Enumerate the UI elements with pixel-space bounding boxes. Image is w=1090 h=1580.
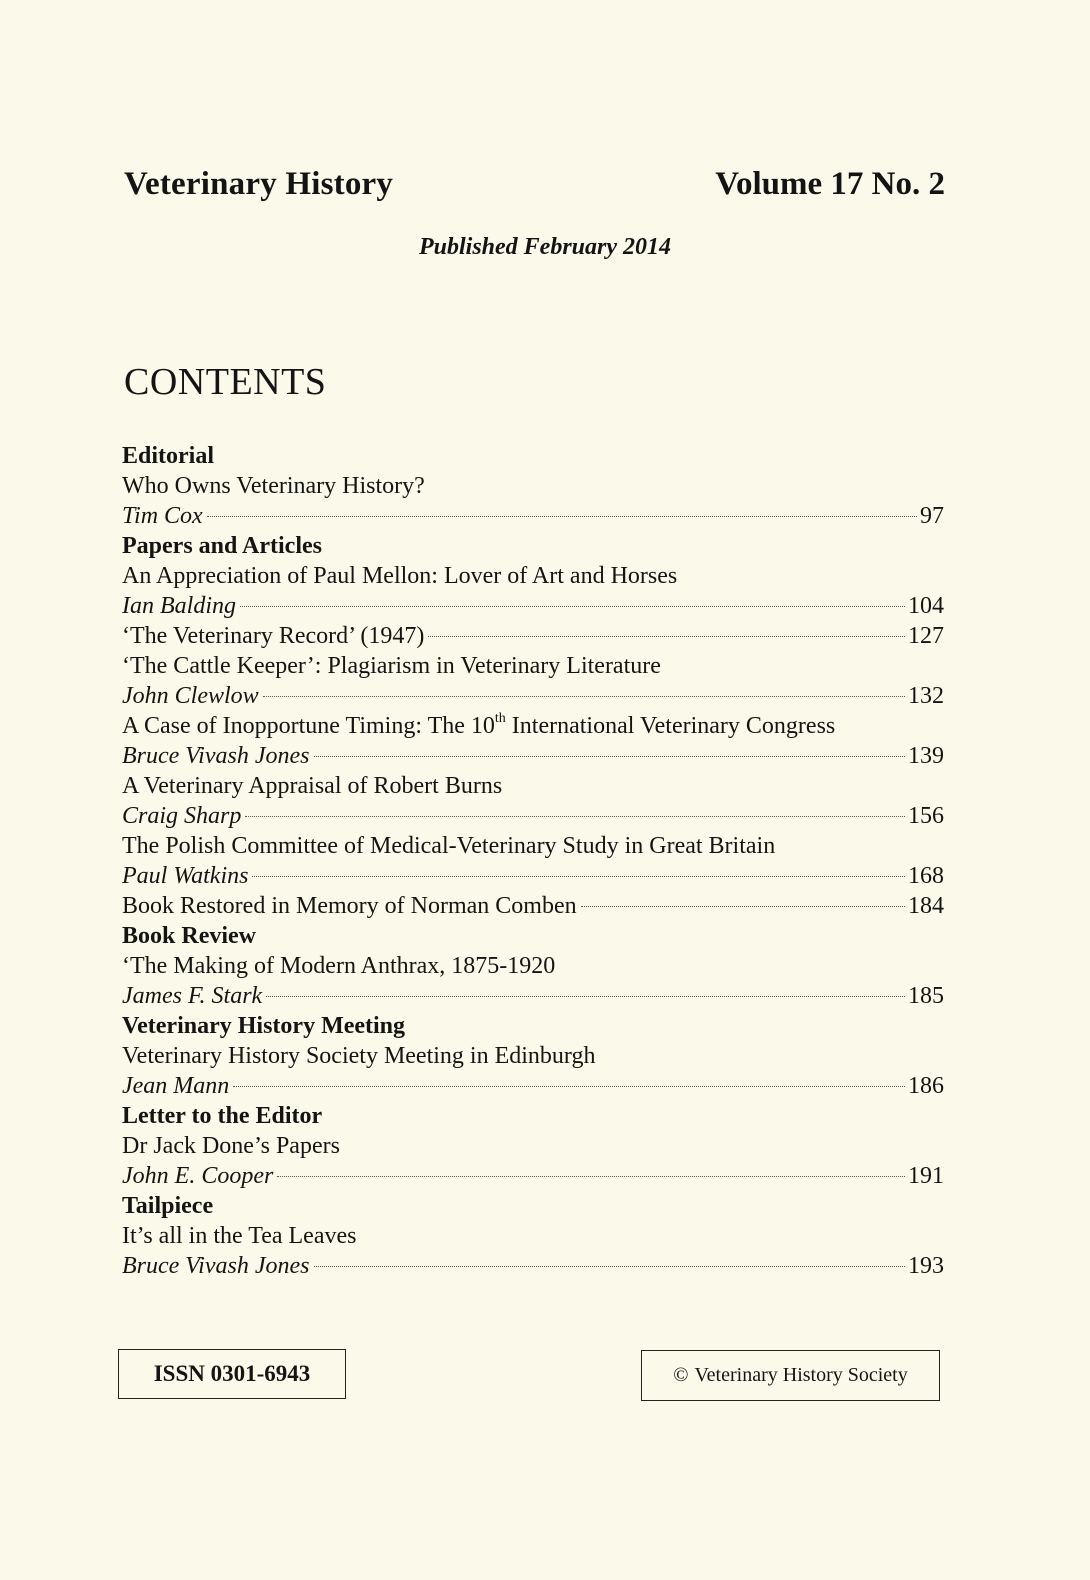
article-author: Bruce Vivash Jones [122,1253,310,1279]
author-line [122,981,944,1011]
page-number: 127 [908,623,944,649]
article-author: Tim Cox [122,503,203,529]
dot-leader [263,696,905,697]
publication-date: Published February 2014 [418,234,672,260]
article-title: An Appreciation of Paul Mellon: Lover of Art and Horses [122,563,678,589]
article-title: Veterinary History Society Meeting in Edinburgh [122,1043,596,1069]
page-number: 104 [908,593,944,619]
page-number: 139 [908,743,944,769]
article-title-end: International Veterinary Congress [505,713,836,739]
dot-leader [266,996,905,997]
article-author: John E. Cooper [122,1163,274,1189]
author-line [122,1071,944,1101]
page-number: 185 [908,983,944,1009]
copyright-text: Veterinary History Society [694,1364,908,1386]
page-number: 168 [908,863,944,889]
article-title: It’s all in the Tea Leaves [122,1223,357,1249]
dot-leader [314,1266,906,1267]
copyright-icon: © [673,1364,689,1386]
author-line [122,1251,944,1281]
section-heading: Papers and Articles [122,533,322,559]
article-line [122,621,944,651]
dot-leader [581,906,905,907]
article-title-start: A Case of Inopportune Timing: The 10 [122,713,495,739]
article-title: A Veterinary Appraisal of Robert Burns [122,773,503,799]
article-title: Who Owns Veterinary History? [122,473,425,499]
author-line [122,741,944,771]
page-number: 184 [908,893,944,919]
dot-leader [428,636,905,637]
copyright-box [641,1350,940,1401]
dot-leader [233,1086,905,1087]
journal-title: Veterinary History [124,166,394,202]
volume-number: Volume 17 No. 2 [715,166,945,202]
page-number: 186 [908,1073,944,1099]
section-heading: Veterinary History Meeting [122,1013,406,1039]
article-author: Jean Mann [122,1073,230,1099]
contents-heading: CONTENTS [124,361,327,403]
article-title: Dr Jack Done’s Papers [122,1133,340,1159]
author-line [122,501,944,531]
section-heading: Book Review [122,923,256,949]
article-author: James F. Stark [122,983,263,1009]
dot-leader [277,1176,905,1177]
dot-leader [252,876,905,877]
section-heading: Tailpiece [122,1193,214,1219]
article-author: Paul Watkins [122,863,249,889]
page-number: 191 [908,1163,944,1189]
article-title: Book Restored in Memory of Norman Comben [122,893,577,919]
article-author: Ian Balding [122,593,236,619]
page-number: 97 [920,503,944,529]
article-title [122,711,944,741]
article-title: ‘The Cattle Keeper’: Plagiarism in Veterinary Literature [122,653,661,679]
page-number: 193 [908,1253,944,1279]
author-line [122,861,944,891]
article-author: John Clewlow [122,683,259,709]
author-line [122,681,944,711]
dot-leader [207,516,917,517]
article-title: ‘The Veterinary Record’ (1947) [122,623,425,649]
table-of-contents [122,441,944,1281]
article-author: Bruce Vivash Jones [122,743,310,769]
section-heading: Letter to the Editor [122,1103,323,1129]
article-author: Craig Sharp [122,803,242,829]
dot-leader [314,756,906,757]
issn-box: ISSN 0301-6943 [118,1349,346,1399]
article-title: The Polish Committee of Medical-Veterinary Study in Great Britain [122,833,776,859]
ordinal-suffix: th [494,711,506,726]
page-number: 156 [908,803,944,829]
article-title: ‘The Making of Modern Anthrax, 1875-1920 [122,953,556,979]
dot-leader [245,816,905,817]
page-number: 132 [908,683,944,709]
dot-leader [240,606,905,607]
author-line [122,591,944,621]
article-line [122,891,944,921]
section-heading: Editorial [122,443,215,469]
author-line [122,1161,944,1191]
author-line [122,801,944,831]
